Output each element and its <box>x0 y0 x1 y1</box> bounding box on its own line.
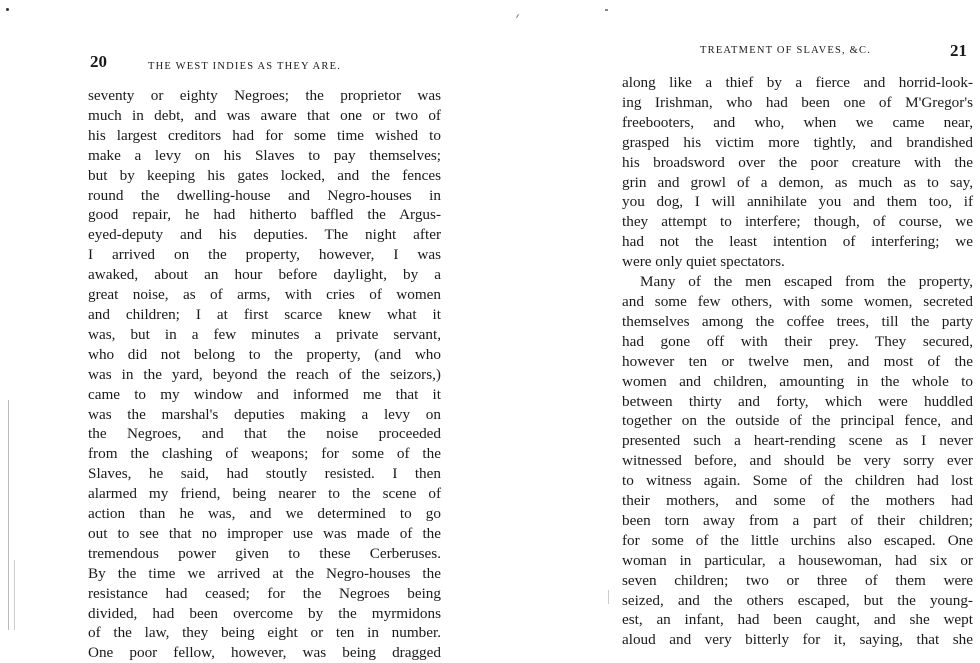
text-line: and children; I at first scarce knew what it <box>88 305 441 323</box>
left-page-body <box>88 86 441 663</box>
text-line: eyed-deputy and his deputies. The night after <box>88 226 441 244</box>
text-line: great noise, as of arms, with cries of women <box>88 286 441 304</box>
text-line: had not the least intention of interfering; we <box>622 233 973 251</box>
text-line: the Negroes, and that the noise proceeded <box>88 425 441 443</box>
text-line: and some few others, with some women, secreted <box>622 292 973 310</box>
text-line: they attempt to interfere; though, of course, we <box>622 213 973 231</box>
text-line: action than he was, and we determined to go <box>88 505 441 523</box>
text-line: you dog, I will annihilate you and them too, if <box>622 193 973 211</box>
text-line: themselves among the coffee trees, till the party <box>622 312 973 330</box>
text-line: seven children; two or three of them were <box>622 571 973 589</box>
text-line: were only quiet spectators. <box>622 253 785 271</box>
text-line: Many of the men escaped from the property, <box>640 273 973 291</box>
right-page-number: 21 <box>950 41 967 60</box>
text-line: along like a thief by a fierce and horrid-look- <box>622 74 973 91</box>
text-line: for some of the little urchins also escaped. One <box>622 531 973 549</box>
text-line: grasped his victim more tightly, and brandished <box>622 133 973 151</box>
text-line: however ten or twelve men, and most of the <box>622 352 973 370</box>
right-page-body <box>622 73 973 650</box>
text-line: their mothers, and some of the mothers had <box>622 492 973 510</box>
text-line: seventy or eighty Negroes; the proprietor was <box>88 87 441 104</box>
text-line: was, but in a few minutes a private servant, <box>88 325 441 343</box>
text-line: together on the outside of the principal fence, and <box>622 412 973 430</box>
text-line: ing Irishman, who had been one of M'Gregor's <box>622 93 973 111</box>
text-line: who did not belong to the property, (and who <box>88 345 441 363</box>
text-line: presented such a heart-rending scene as I never <box>622 432 973 450</box>
left-running-head: THE WEST INDIES AS THEY ARE. <box>148 61 342 72</box>
text-line: alarmed my friend, being nearer to the scene of <box>88 485 441 503</box>
text-line: freebooters, and who, when we came near, <box>622 113 973 131</box>
text-line: resistance had ceased; for the Negroes being <box>88 584 441 602</box>
text-line: aloud and very bitterly for it, saying, that she <box>622 631 973 649</box>
text-line: but by keeping his gates locked, and the fences <box>88 166 441 184</box>
text-line: est, an infant, had been caught, and she wept <box>622 611 973 629</box>
text-line: his largest creditors had for some time wished to <box>88 126 441 144</box>
text-line: I arrived on the property, however, I was <box>88 246 441 264</box>
text-line: was in the yard, beyond the reach of the seizors,) <box>88 365 441 383</box>
text-line: had gone off with their prey. They secured, <box>622 332 973 350</box>
right-running-head: TREATMENT OF SLAVES, &C. <box>700 45 872 56</box>
text-line: women and children, amounting in the whole to <box>622 372 973 390</box>
text-line: to witness again. Some of the children had lost <box>622 472 973 490</box>
text-line: seized, and the others escaped, but the young- <box>622 591 973 609</box>
text-line: witnessed before, and should be very sorry ever <box>622 452 973 470</box>
text-line: of the law, they being eight or ten in number. <box>88 624 441 642</box>
text-line: good repair, he had hitherto baffled the Argus- <box>88 206 441 224</box>
text-line: tremendous power given to these Cerberuses. <box>88 544 441 562</box>
text-line: out to see that no improper use was made of the <box>88 524 441 542</box>
text-line: divided, had been overcome by the myrmidons <box>88 604 441 622</box>
text-line: been torn away from a part of their children; <box>622 511 973 529</box>
text-line: grin and growl of a demon, as much as to say, <box>622 173 973 191</box>
text-line: round the dwelling-house and Negro-houses in <box>88 186 441 204</box>
text-line: much in debt, and was aware that one or two of <box>88 106 441 124</box>
text-line: between thirty and forty, which were huddled <box>622 392 973 410</box>
text-line: make a levy on his Slaves to pay themselves; <box>88 146 441 164</box>
text-line: One poor fellow, however, was being dragged <box>88 644 441 662</box>
text-line: his broadsword over the poor creature with the <box>622 153 973 171</box>
text-line: awaked, about an hour before daylight, by a <box>88 266 441 284</box>
left-page-number: 20 <box>90 52 107 71</box>
text-line: Slaves, he said, had stoutly resisted. I then <box>88 465 441 483</box>
text-line: was the marshal's deputies making a levy on <box>88 405 441 423</box>
text-line: woman in particular, a housewoman, had six or <box>622 551 973 569</box>
text-line: By the time we arrived at the Negro-houses the <box>88 564 441 582</box>
text-line: came to my window and informed me that it <box>88 385 441 403</box>
text-line: from the clashing of weapons; for some of the <box>88 445 441 463</box>
